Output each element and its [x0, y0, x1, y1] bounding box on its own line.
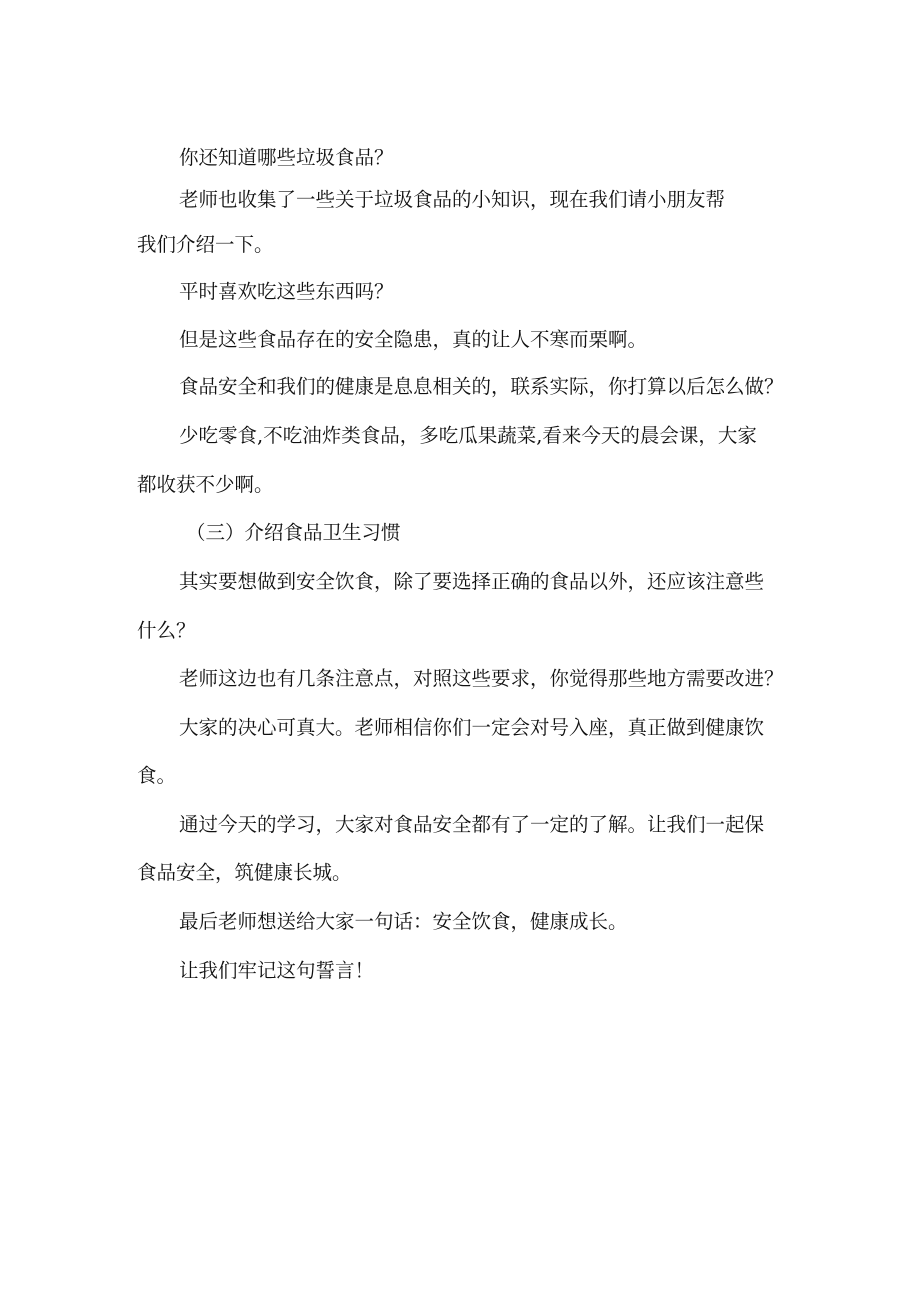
- paragraph-line: 大家的决心可真大。老师相信你们一定会对号入座，真正做到健康饮: [179, 716, 765, 739]
- paragraph-line: 最后老师想送给大家一句话：安全饮食，健康成长。: [179, 910, 628, 933]
- paragraph-line: 老师也收集了一些关于垃圾食品的小知识，现在我们请小朋友帮: [179, 188, 726, 211]
- paragraph-line: 食。: [137, 764, 177, 787]
- paragraph-line: 我们介绍一下。: [137, 233, 274, 256]
- paragraph-line: 通过今天的学习，大家对食品安全都有了一定的了解。让我们一起保: [179, 813, 765, 836]
- paragraph-line: 什么？: [137, 619, 196, 642]
- paragraph-line: 平时喜欢吃这些东西吗？: [179, 280, 394, 303]
- paragraph-line: 食品安全，筑健康长城。: [137, 861, 352, 884]
- paragraph-line: 少吃零食,不吃油炸类食品，多吃瓜果蔬菜,看来今天的晨会课，大家: [179, 424, 757, 447]
- paragraph-line: 但是这些食品存在的安全隐患，真的让人不寒而栗啊。: [179, 328, 648, 351]
- paragraph-line: 其实要想做到安全饮食，除了要选择正确的食品以外，还应该注意些: [179, 570, 765, 593]
- paragraph-line: 老师这边也有几条注意点，对照这些要求，你觉得那些地方需要改进？: [179, 667, 784, 690]
- paragraph-line: 都收获不少啊。: [137, 473, 274, 496]
- section-heading: （三）介绍食品卫生习惯: [186, 521, 401, 544]
- paragraph-line: 食品安全和我们的健康是息息相关的，联系实际，你打算以后怎么做？: [179, 375, 784, 398]
- paragraph-line: 让我们牢记这句誓言！: [179, 959, 375, 982]
- paragraph-line: 你还知道哪些垃圾食品？: [179, 146, 394, 169]
